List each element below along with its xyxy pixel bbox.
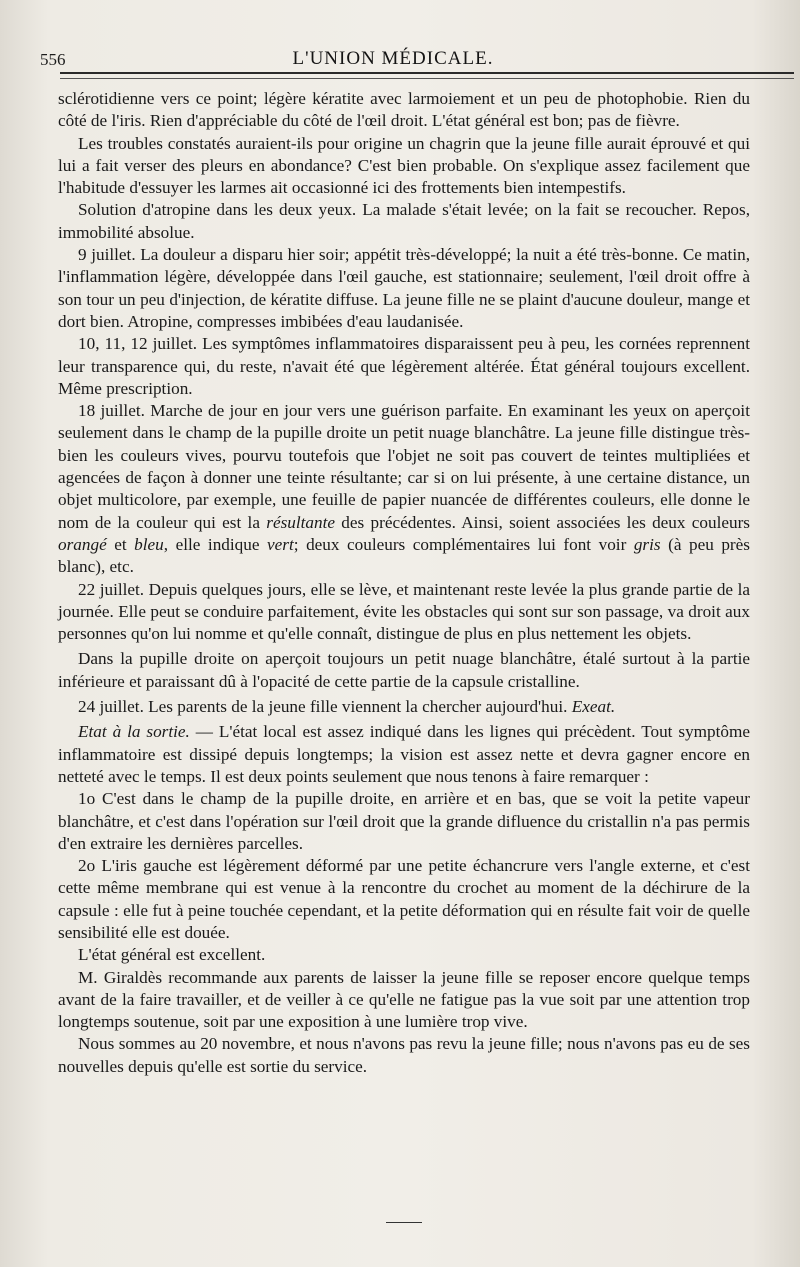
paragraph-9 — [58, 696, 750, 718]
paragraph-6-text-e: ; deux couleurs complémentaires lui font voir — [293, 534, 634, 554]
paragraph-6-text-a: 18 juillet. Marche de jour en jour vers une guérison parfaite. En examinant les yeux on aperçoit seulement dans le champ de la pupille droite un petit nuage blanchâtre. La jeune fille distingue très-bien les couleurs vives, pourvu toutefois que l'objet ne soit pas couvert de teintes multipliées et agencées de façon à donner une teinte résultante; car si on lui présente, à une certaine distance, un objet multicolore, par exemple, une feuille de papier nuancée de différentes couleurs, elle donne le nom de la couleur qui est la — [58, 401, 750, 532]
paragraph-10-text: — L'état local est assez indiqué dans les lignes qui précèdent. Tout symptôme inflammatoire est dissipé depuis longtemps; la vision est assez nette et devra gagner encore en netteté avec le temps. Il est deux points seulement que nous tenons à faire remarquer : — [58, 722, 750, 786]
italic-term-resultante: résultante — [266, 512, 335, 532]
paragraph-6-text-d: , elle indique — [163, 534, 268, 554]
paragraph-6 — [58, 400, 750, 578]
running-title: L'UNION MÉDICALE. — [292, 48, 494, 69]
paragraph-3: Solution d'atropine dans les deux yeux. La malade s'était levée; on la fait se recoucher. Repos, immobilité absolue. — [58, 200, 750, 242]
paragraph-10 — [58, 721, 750, 788]
italic-term-bleu: bleu — [134, 534, 164, 554]
paragraph-14: M. Giraldès recommande aux parents de laisser la jeune fille se reposer encore quelque temps avant de la faire travailler, et de veiller à ce qu'elle ne fatigue pas la vue soit par une attention trop longtemps soutenue, soit par une exposition à une lumière trop vive. — [58, 967, 750, 1032]
header-rule-thin — [60, 78, 794, 79]
header-rule-thick — [60, 72, 794, 74]
paragraph-11: 1o C'est dans le champ de la pupille droite, en arrière et en bas, que se voit la petite vapeur blanchâtre, et c'est dans l'opération sur l'œil droit que la grande difluence du cristallin n'a pas permis d'en extraire les dernières parcelles. — [58, 789, 750, 853]
paragraph-9-text: 24 juillet. Les parents de la jeune fille viennent la chercher aujourd'hui. — [78, 697, 572, 717]
italic-term-gris: gris — [633, 534, 661, 554]
paragraph-1: sclérotidienne vers ce point; légère kératite avec larmoiement et un peu de photophobie. Rien du côté de l'iris. Rien d'appréciable du côté de l'œil droit. L'état général est bon; pas de fièvre. — [58, 89, 750, 131]
paragraph-6-text-f: (à peu près blanc), etc. — [58, 534, 750, 577]
paragraph-7: 22 juillet. Depuis quelques jours, elle se lève, et maintenant reste levée la plus grande partie de la journée. Elle peut se conduire parfaitement, évite les obstacles qui sont sur son passage, va droit aux personnes qu'on lui nomme et qu'elle connaît, distingue de plus en plus nettement les objets. — [58, 579, 750, 644]
paragraph-6-text-c: et — [106, 534, 135, 554]
paragraph-15: Nous sommes au 20 novembre, et nous n'avons pas revu la jeune fille; nous n'avons pas eu de ses nouvelles depuis qu'elle est sortie du service. — [58, 1034, 750, 1076]
italic-term-vert: vert — [267, 534, 294, 554]
italic-exeat: Exeat. — [571, 697, 616, 717]
footnote-rule — [386, 1222, 422, 1223]
italic-term-orange: orangé — [58, 534, 107, 554]
article-body — [58, 88, 750, 1078]
paragraph-13: L'état général est excellent. — [78, 945, 266, 965]
paragraph-2: Les troubles constatés auraient-ils pour origine un chagrin que la jeune fille aurait éprouvé et qui lui a fait verser des pleurs en abondance? C'est bien probable. On s'explique assez facilement que l'habitude d'essuyer les larmes ait occasionné ici des frottements bien intempestifs. — [58, 133, 750, 198]
paragraph-12: 2o L'iris gauche est légèrement déformé par une petite échancrure vers l'angle externe, et c'est cette même membrane qui est venue à la rencontre du crochet au moment de la déchirure de la capsule : elle fut à peine touchée cependant, et la petite déformation qui en résulte fait voir de quelle sensibilité elle est douée. — [58, 856, 750, 942]
paragraph-6-text-b: des précédentes. Ainsi, soient associées les deux couleurs — [335, 512, 750, 532]
page-number: 556 — [40, 50, 66, 69]
paragraph-8: Dans la pupille droite on aperçoit toujours un petit nuage blanchâtre, étalé surtout à la partie inférieure et paraissant dû à l'opacité de cette partie de la capsule cristalline. — [58, 649, 750, 691]
paragraph-5: 10, 11, 12 juillet. Les symptômes inflammatoires disparaissent peu à peu, les cornées reprennent leur transparence qui, du reste, n'avait été que légèrement altérée. État général toujours excellent. Même prescription. — [58, 334, 750, 398]
paragraph-4: 9 juillet. La douleur a disparu hier soir; appétit très-développé; la nuit a été très-bonne. Ce matin, l'inflammation légère, développée dans l'œil gauche, est stationnaire; seulement, l'œil droit offre à son tour un peu d'injection, de kératite diffuse. La jeune fille ne se plaint d'aucune douleur, mange et dort bien. Atropine, compresses imbibées d'eau laudanisée. — [58, 245, 750, 331]
italic-etat-sortie: Etat à la sortie. — [78, 722, 190, 742]
